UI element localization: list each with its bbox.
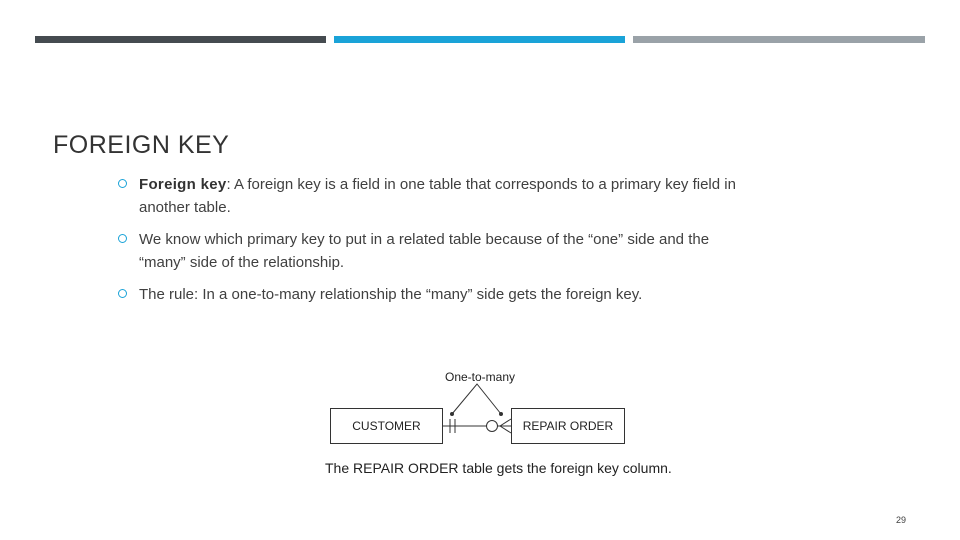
crows-foot [500, 419, 511, 426]
circle-bullet-icon [118, 289, 127, 298]
arch-endpoint [450, 412, 454, 416]
page-number: 29 [896, 515, 907, 525]
slide-title: FOREIGN KEY [53, 130, 230, 159]
crows-foot [500, 426, 511, 433]
bullet-item [117, 228, 757, 274]
arch-endpoint [499, 412, 503, 416]
entity-customer: CUSTOMER [330, 408, 443, 444]
relationship-label: One-to-many [445, 370, 516, 384]
bullet-list [117, 173, 757, 315]
bullet-text: The rule: In a one-to-many relationship the “many” side gets the foreign key. [139, 286, 643, 303]
header-bar-dark [35, 36, 326, 43]
zero-mark [487, 421, 498, 432]
entity-repair-order: REPAIR ORDER [511, 408, 625, 444]
bullet-item [117, 173, 757, 219]
bullet-text: We know which primary key to put in a related table because of the “one” side and the “many” side of the relationship. [139, 231, 710, 271]
header-bar-blue [334, 36, 625, 43]
circle-bullet-icon [118, 179, 127, 188]
diagram-caption: The REPAIR ORDER table gets the foreign key column. [325, 460, 672, 476]
bullet-term: Foreign key [139, 176, 227, 193]
bullet-item [117, 283, 757, 306]
header-bar-gray [633, 36, 925, 43]
circle-bullet-icon [118, 234, 127, 243]
bullet-text: : A foreign key is a field in one table that corresponds to a primary key field in another table. [139, 176, 736, 216]
relationship-arch [452, 384, 501, 414]
